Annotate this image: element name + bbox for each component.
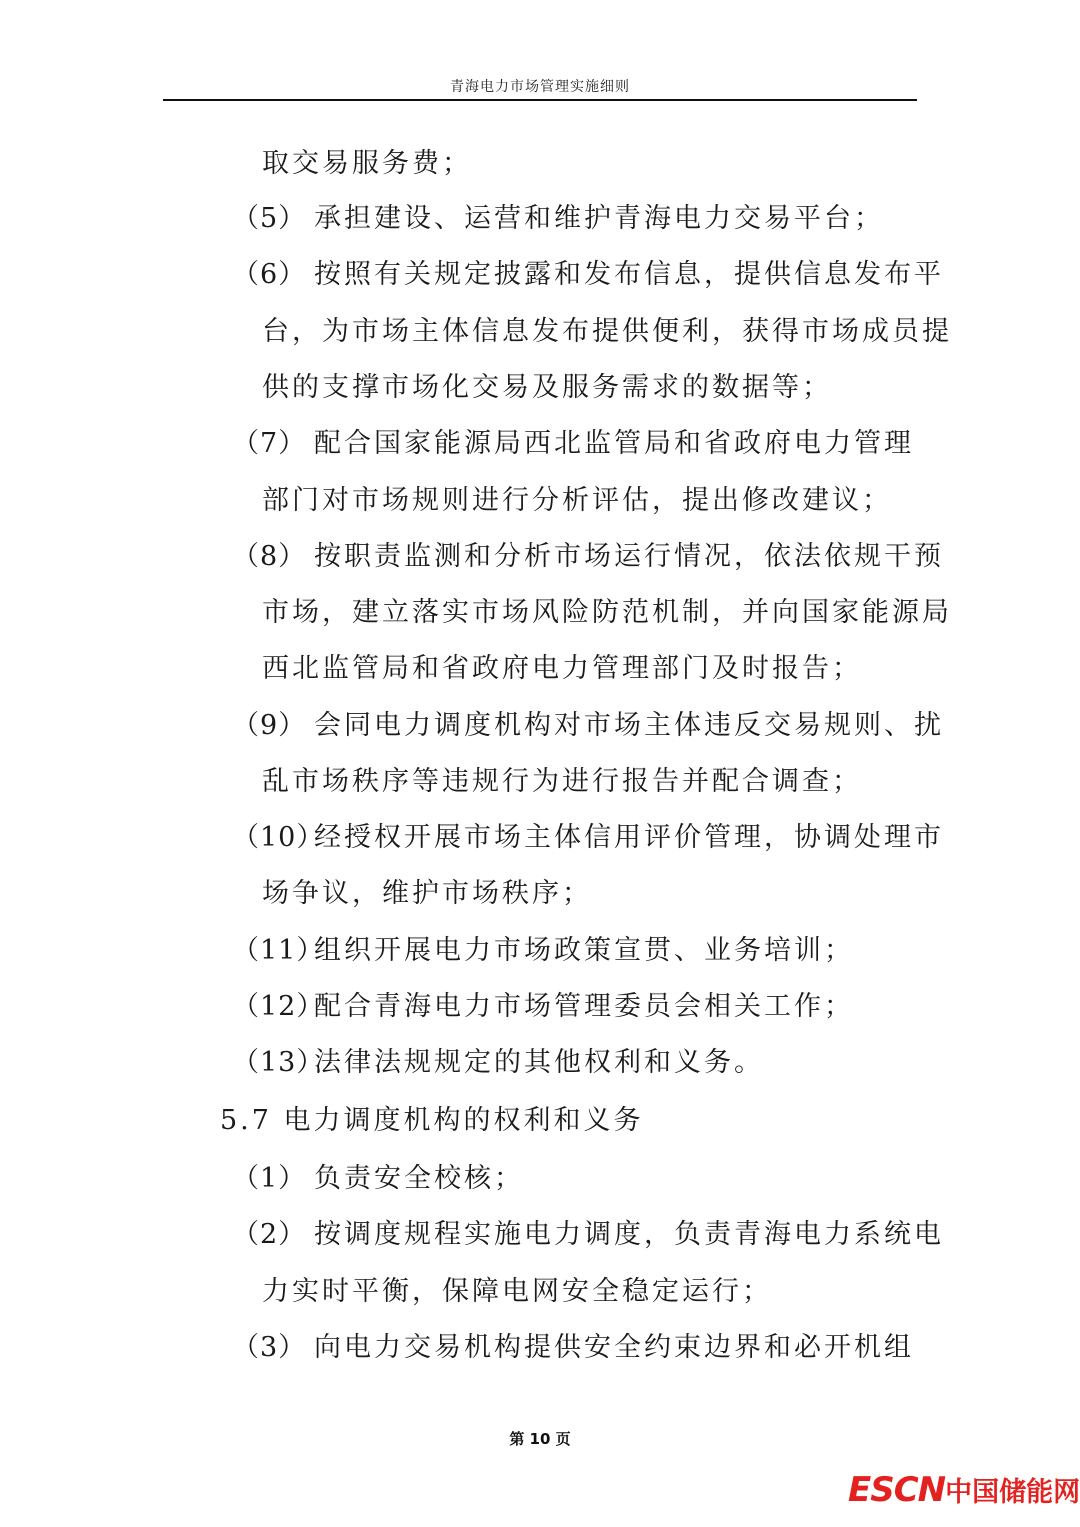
escn-logo [848,1470,1080,1510]
list-item [232,990,854,1024]
line-text: 台，为市场主体信息发布提供便利，获得市场成员提 [262,316,952,347]
list-item [232,202,884,236]
line-text: 承担建设、运营和维护青海电力交易平台； [314,203,884,234]
list-item [232,427,914,461]
line-text: 负责安全校核； [314,1163,524,1194]
list-item [232,821,944,855]
item-number: （11） [232,935,325,966]
line-text: 供的支撑市场化交易及服务需求的数据等； [262,372,832,403]
line-text: 按照有关规定披露和发布信息，提供信息发布平 [314,259,944,290]
text-line [262,877,592,911]
item-number: （7） [232,428,307,459]
item-number: （13） [232,1047,325,1078]
item-number: （2） [232,1219,307,1250]
line-text: 西北监管局和省政府电力管理部门及时报告； [262,653,862,684]
section-heading [220,1104,644,1138]
item-number: （12） [232,991,325,1022]
list-item [232,934,854,968]
list-item [232,1046,764,1080]
list-item [232,1218,944,1252]
line-text: 市场，建立落实市场风险防范机制，并向国家能源局 [262,597,952,628]
item-number: （3） [232,1332,307,1363]
page-number: 第 10 页 [509,1430,571,1448]
section-heading-text: 5.7 电力调度机构的权利和义务 [220,1105,644,1136]
text-line [262,371,832,405]
text-line [262,652,862,686]
list-item [232,1331,914,1365]
item-number: （8） [232,541,307,572]
text-line [262,147,472,181]
text-line [262,765,862,799]
text-line [262,1275,772,1309]
header-rule [163,99,917,101]
page-header-title: 青海电力市场管理实施细则 [450,79,630,95]
text-line [262,315,952,349]
line-text: 按调度规程实施电力调度，负责青海电力系统电 [314,1219,944,1250]
line-text: 力实时平衡，保障电网安全稳定运行； [262,1276,772,1307]
line-text: 向电力交易机构提供安全约束边界和必开机组 [314,1332,914,1363]
list-item [232,709,944,743]
list-item [232,258,944,292]
item-number: （10） [232,822,325,853]
line-text: 场争议，维护市场秩序； [262,878,592,909]
list-item [232,1162,524,1196]
line-text: 经授权开展市场主体信用评价管理，协调处理市 [314,822,944,853]
item-number: （5） [232,203,307,234]
line-text: 按职责监测和分析市场运行情况，依法依规干预 [314,541,944,572]
logo-text-en: ESCN [848,1470,946,1510]
item-number: （1） [232,1163,307,1194]
list-item [232,540,944,574]
line-text: 法律法规规定的其他权利和义务。 [314,1047,764,1078]
text-line [262,484,892,518]
line-text: 会同电力调度机构对市场主体违反交易规则、扰 [314,710,944,741]
item-number: （9） [232,710,307,741]
line-text: 取交易服务费； [262,148,472,179]
item-number: （6） [232,259,307,290]
line-text: 组织开展电力市场政策宣贯、业务培训； [314,935,854,966]
line-text: 配合国家能源局西北监管局和省政府电力管理 [314,428,914,459]
line-text: 乱市场秩序等违规行为进行报告并配合调查； [262,766,862,797]
logo-text-cn: 中国储能网 [945,1477,1080,1508]
text-line [262,596,952,630]
line-text: 配合青海电力市场管理委员会相关工作； [314,991,854,1022]
line-text: 部门对市场规则进行分析评估，提出修改建议； [262,485,892,516]
